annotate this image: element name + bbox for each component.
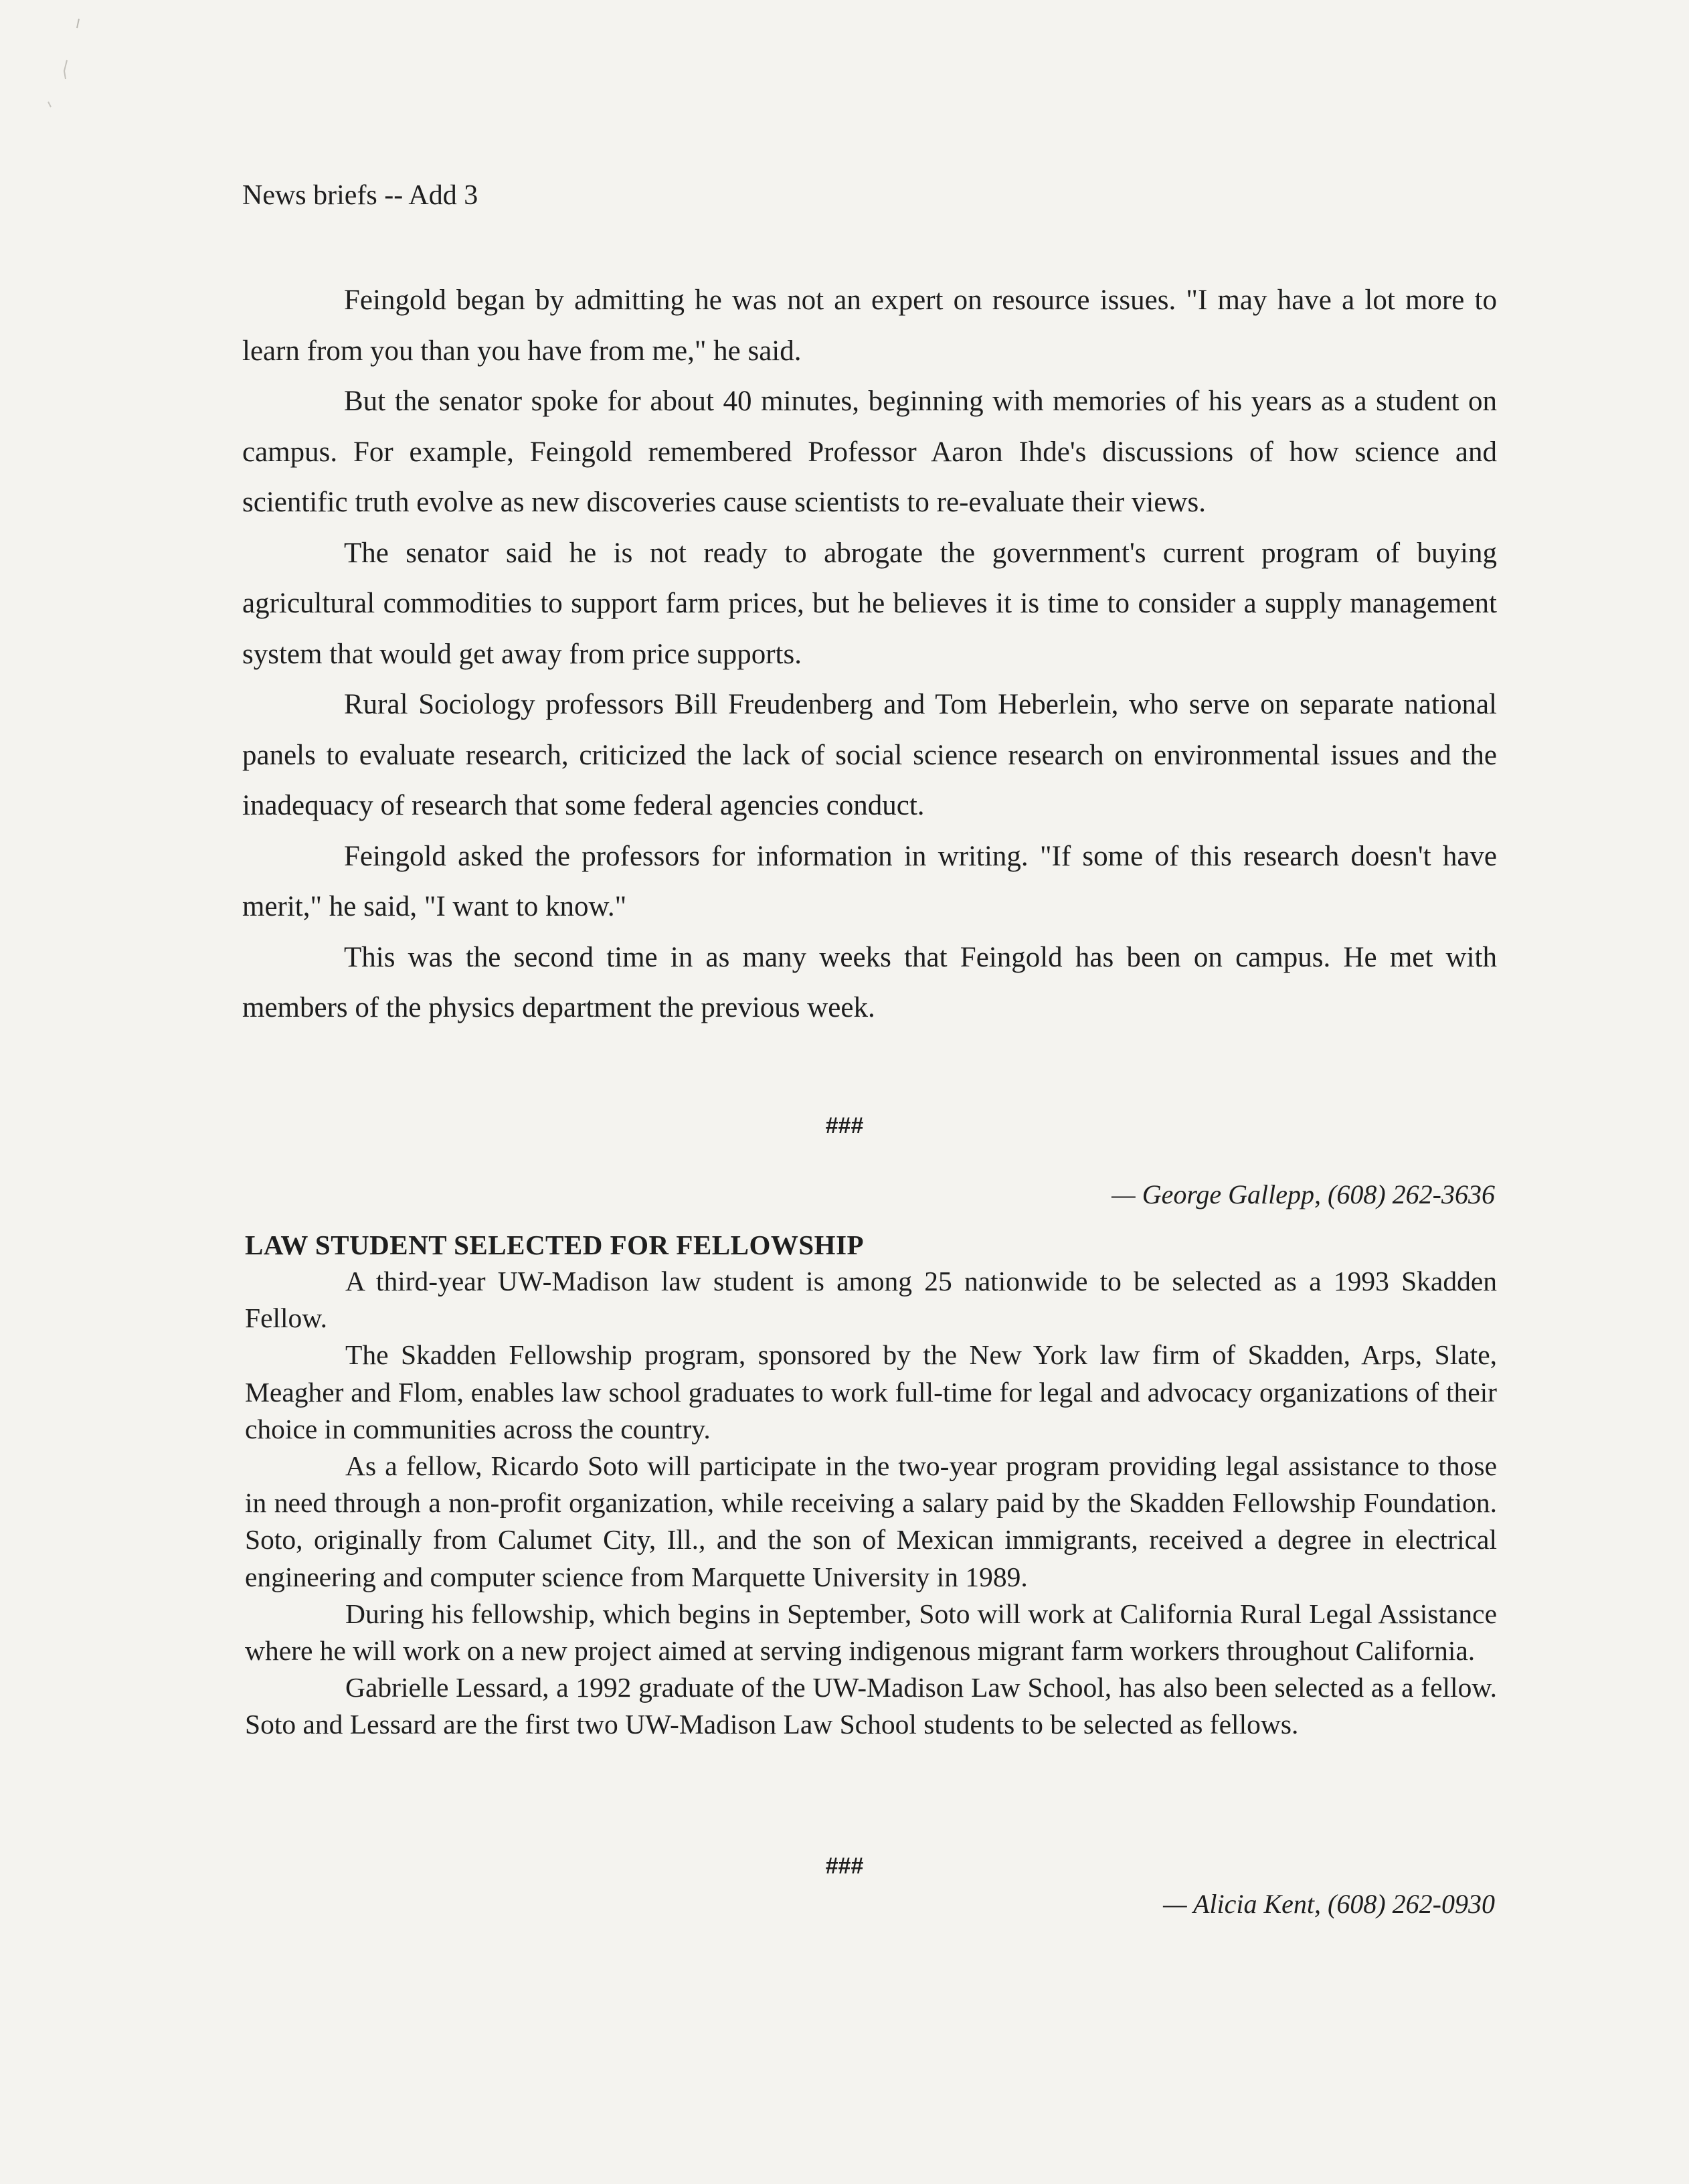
paragraph: Gabrielle Lessard, a 1992 graduate of the UW-Madison Law School, has also been selected as a fellow. Soto and Lessard are the first two UW-Madison Law School students to be selected as fellows. — [245, 1672, 1497, 1740]
paragraph: During his fellowship, which begins in September, Soto will work at California Rural Legal Assistance where he will work on a new project aimed at serving indigenous migrant farm workers throughout California. — [245, 1598, 1497, 1667]
story-headline: LAW STUDENT SELECTED FOR FELLOWSHIP — [245, 1230, 865, 1260]
story-feingold — [242, 275, 1497, 1033]
story-fellowship — [245, 1263, 1497, 1744]
paragraph: This was the second time in as many weeks that Feingold has been on campus. He met with members of the physics department the previous week. — [242, 941, 1497, 1023]
end-mark: ### — [825, 1113, 864, 1139]
paragraph: But the senator spoke for about 40 minutes, beginning with memories of his years as a student on campus. For example, Feingold remembered Professor Aaron Ihde's discussions of how science and scientific truth evolve as new discoveries cause scientists to re-evaluate their views. — [242, 386, 1497, 518]
paragraph: Feingold began by admitting he was not an expert on resource issues. "I may have a lot more to learn from you than you have from me," he said. — [242, 284, 1497, 367]
paragraph: As a fellow, Ricardo Soto will participate in the two-year program providing legal assistance to those in need through a non-profit organization, while receiving a salary paid by the Skadden Fellowship Foundation. Soto, originally from Calumet City, Ill., and the son of Mexican immigrants, received a degree in electrical engineering and computer science from Marquette University in 1989. — [245, 1450, 1497, 1592]
end-mark: ### — [825, 1853, 864, 1879]
paragraph: Feingold asked the professors for information in writing. "If some of this research doesn't have merit," he said, "I want to know." — [242, 840, 1497, 922]
paragraph: The Skadden Fellowship program, sponsored by the New York law firm of Skadden, Arps, Slate, Meagher and Flom, enables law school graduates to work full-time for legal and advocacy organizations of their choice in communities across the country. — [245, 1339, 1497, 1444]
paragraph: A third-year UW-Madison law student is among 25 nationwide to be selected as a 1993 Skadden Fellow. — [245, 1266, 1497, 1334]
paper-scuff-mark — [40, 13, 87, 114]
paragraph: Rural Sociology professors Bill Freudenberg and Tom Heberlein, who serve on separate national panels to evaluate research, criticized the lack of social science research on environmental issues and the inadequacy of research that some federal agencies conduct. — [242, 689, 1497, 821]
byline: — Alicia Kent, (608) 262-0930 — [1163, 1889, 1495, 1919]
page-slug: News briefs -- Add 3 — [242, 180, 478, 211]
byline: — George Gallepp, (608) 262-3636 — [1112, 1179, 1495, 1209]
paragraph: The senator said he is not ready to abrogate the government's current program of buying agricultural commodities to support farm prices, but he believes it is time to consider a supply management system that would get away from price supports. — [242, 537, 1497, 670]
